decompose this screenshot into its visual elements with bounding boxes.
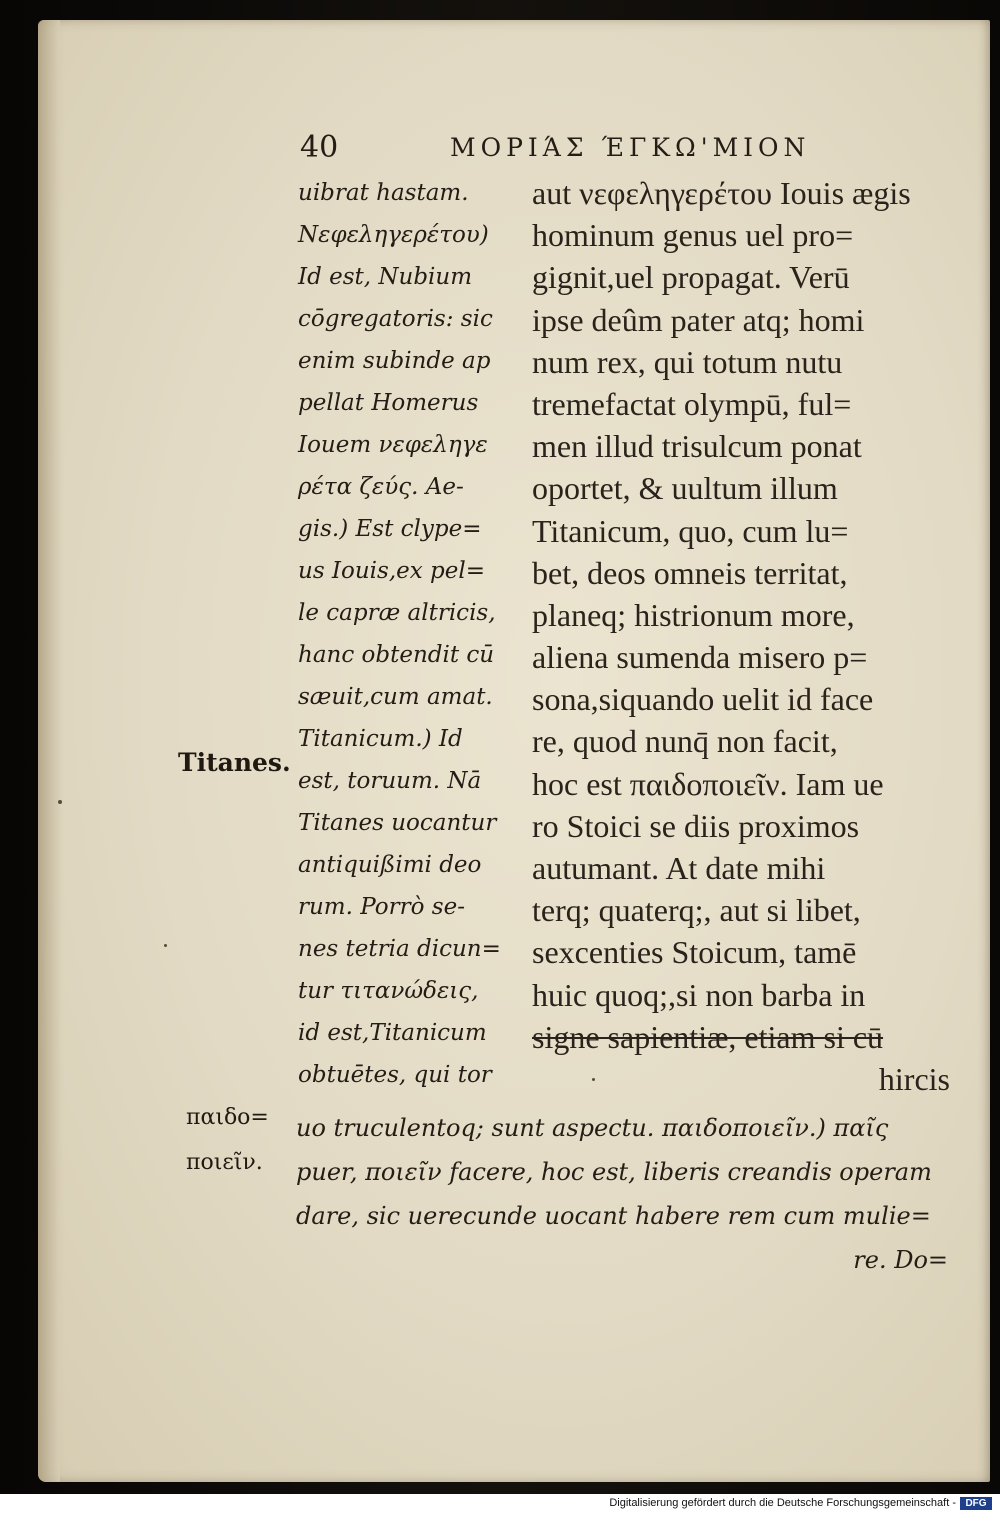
commentary-line: Id est, Nubium: [298, 264, 473, 290]
footnote-line: puer, ποιεῖν facere, hoc est, liberis creandis operam: [296, 1158, 932, 1186]
main-text-line: planeq; histrionum more,: [532, 596, 855, 633]
main-text-column: [532, 172, 950, 1100]
commentary-line: rum. Porrò se-: [298, 894, 465, 920]
main-text-line-struck: signe sapientiæ, etiam si cū: [532, 1018, 884, 1055]
main-text-line: sona,siquando uelit id face: [532, 681, 874, 718]
main-text-line: re, quod nunq̄ non facit,: [532, 723, 838, 760]
page-number: 40: [300, 130, 339, 165]
commentary-line: hanc obtendit cū: [298, 642, 495, 668]
commentary-line: Νεφεληγερέτου): [298, 222, 489, 248]
main-text-line: gignit,uel propagat. Verū: [532, 259, 850, 296]
commentary-line: pellat Homerus: [298, 390, 479, 416]
ink-speck: [164, 944, 167, 947]
commentary-line: cōgregatoris: sic: [298, 306, 493, 332]
commentary-line: sæuit,cum amat.: [298, 684, 493, 710]
main-text-line: sexcenties Stoicum, tamē: [532, 934, 857, 971]
commentary-line: id est,Titanicum: [298, 1020, 487, 1046]
margin-note-titanes: Titanes.: [178, 748, 291, 777]
main-text-line: men illud trisulcum ponat: [532, 428, 862, 465]
commentary-line: le capræ altricis,: [298, 600, 496, 626]
commentary-line: nes tetria dicun=: [298, 936, 501, 962]
margin-note-paidopoiein-2: ποιεῖν.: [186, 1150, 263, 1175]
main-text-line: hoc est παιδοποιεῖν. Iam ue: [532, 765, 884, 802]
main-text-line: autumant. At date mihi: [532, 850, 826, 886]
main-text-line: hominum genus uel pro=: [532, 217, 854, 254]
commentary-line: enim subinde ap: [298, 348, 491, 374]
page-gutter-shadow: [38, 20, 60, 1482]
commentary-column: [298, 172, 528, 1096]
commentary-line: gis.) Est clype=: [298, 516, 482, 542]
main-text-line: terq; quaterq;, aut si libet,: [532, 892, 861, 929]
ink-speck: [592, 1078, 595, 1081]
main-text-line: aut νεφεληγερέτου Iouis ægis: [532, 175, 911, 211]
running-title: ΜΟΡΙΆΣ ΈΓΚΩ'ΜΙΟΝ: [450, 133, 811, 162]
commentary-line: Titanicum.) Id: [298, 726, 463, 752]
main-text-line: bet, deos omneis territat,: [532, 554, 848, 591]
main-text-line: ro Stoici se diis proximos: [532, 807, 860, 844]
main-text-line: oportet, & uultum illum: [532, 470, 838, 507]
main-text-line: ipse deûm pater atq; homi: [532, 301, 865, 338]
main-text-line: num rex, qui totum nutu: [532, 343, 843, 380]
commentary-line: us Iouis,ex pel=: [298, 558, 485, 584]
footnote-line: uo truculentoq; sunt aspectu. παιδοποιεῖν.) παῖς: [296, 1114, 889, 1142]
footnote-block: [296, 1106, 948, 1282]
ink-speck: [58, 800, 62, 804]
commentary-line: tur τιτανώδεις,: [298, 978, 479, 1004]
footnote-line: dare, sic uerecunde uocant habere rem cum mulie=: [296, 1202, 931, 1230]
commentary-line: uibrat hastam.: [298, 180, 469, 206]
commentary-line: est, toruum. Nā: [298, 768, 482, 794]
main-text-line: huic quoq;,si non barba in: [532, 976, 866, 1013]
main-text-line: aliena sumenda misero p=: [532, 639, 868, 676]
catchword: hircis: [878, 1060, 950, 1097]
dfg-logo: DFG: [960, 1497, 992, 1510]
main-text-line: tremefactat olympū, ful=: [532, 385, 852, 422]
commentary-line: ρέτα ζεύς. Ae-: [298, 474, 464, 500]
funding-credit: Digitalisierung gefördert durch die Deutsche Forschungsgemeinschaft -: [609, 1497, 956, 1509]
commentary-line: Iouem νεφεληγε: [298, 432, 488, 458]
commentary-line: antiquißimi deo: [298, 852, 482, 878]
main-text-line: Titanicum, quo, cum lu=: [532, 512, 849, 549]
footnote-line: re. Do=: [853, 1246, 948, 1274]
margin-note-paidopoiein-1: παιδο=: [186, 1105, 269, 1130]
commentary-line: Titanes uocantur: [298, 810, 497, 836]
commentary-line: obtuētes, qui tor: [298, 1062, 492, 1088]
